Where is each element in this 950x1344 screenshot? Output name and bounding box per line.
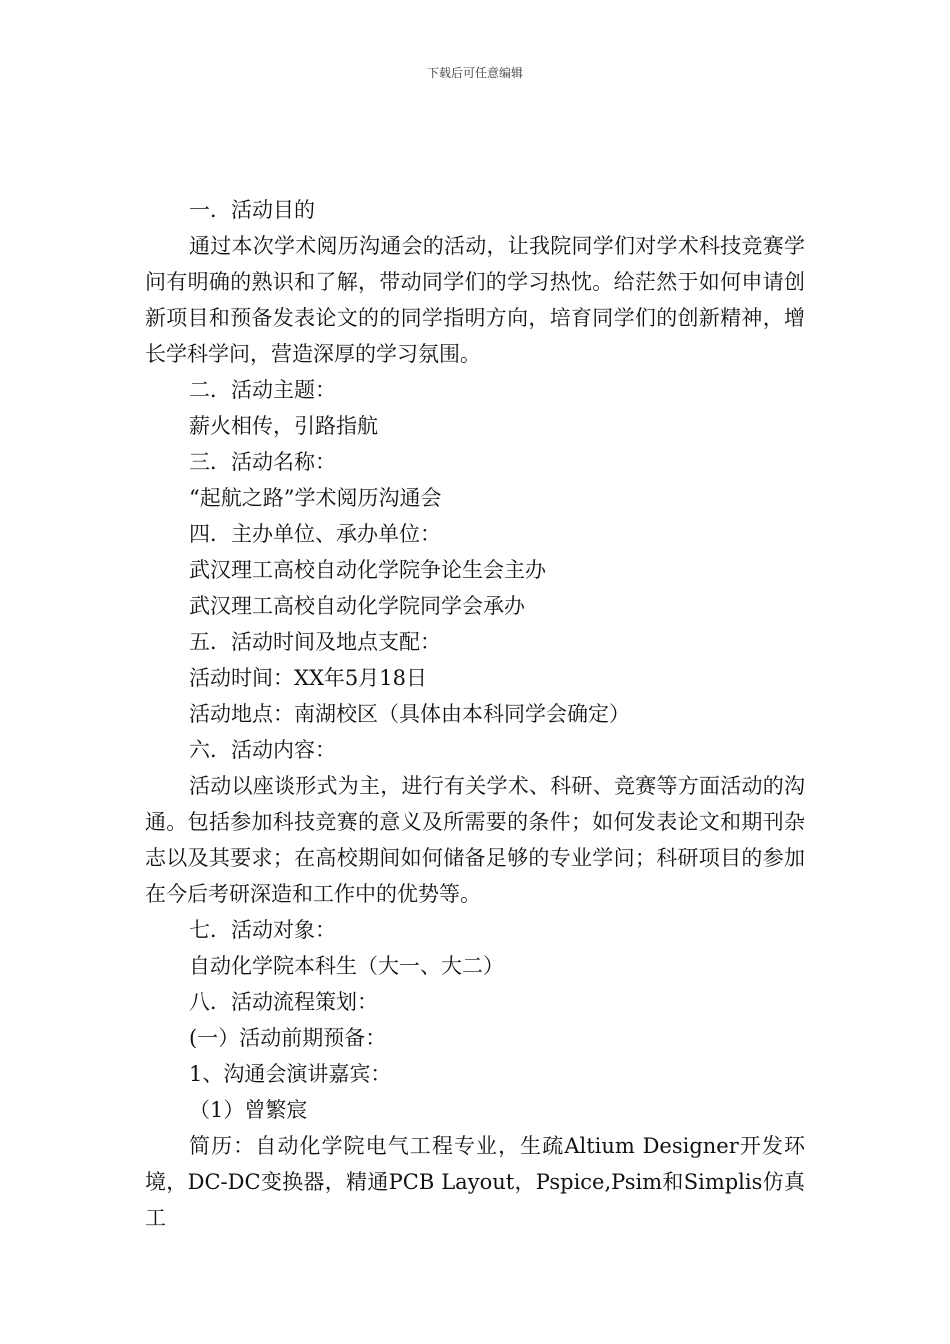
subheading-speakers: 1、沟通会演讲嘉宾： bbox=[189, 1062, 392, 1086]
paragraph-content: 活动以座谈形式为主，进行有关学术、科研、竞赛等方面活动的沟通。包括参加科技竞赛的意义及所需要的条件；如何发表论文和期刊杂志以及其要求；在高校期间如何储备足够的专业学问；科研项目的参加在今后考研深造和工作中的优势等。 bbox=[145, 774, 805, 906]
paragraph-time: 活动时间：XX年5月18日 bbox=[189, 666, 427, 690]
heading-purpose: 一．活动目的 bbox=[189, 198, 315, 222]
paragraph-name: “起航之路”学术阅历沟通会 bbox=[189, 486, 442, 510]
heading-process: 八．活动流程策划： bbox=[189, 990, 378, 1014]
paragraph-theme: 薪火相传，引路指航 bbox=[189, 414, 378, 438]
page-header: 下载后可任意编辑 bbox=[426, 66, 523, 80]
heading-name: 三．活动名称： bbox=[189, 450, 336, 474]
paragraph-organizer-undertaker: 武汉理工高校自动化学院同学会承办 bbox=[189, 594, 525, 618]
heading-time-place: 五．活动时间及地点支配： bbox=[189, 630, 441, 654]
paragraph-audience: 自动化学院本科生（大一、大二） bbox=[189, 954, 504, 978]
heading-audience: 七．活动对象： bbox=[189, 918, 336, 942]
speaker-bio: 简历：自动化学院电气工程专业，生疏Altium Designer开发环境，DC-DC变换器，精通PCB Layout，Pspice,Psim和Simplis仿真工 bbox=[145, 1134, 805, 1230]
heading-theme: 二．活动主题： bbox=[189, 378, 336, 402]
paragraph-organizer-host: 武汉理工高校自动化学院争论生会主办 bbox=[189, 558, 546, 582]
heading-organizers: 四．主办单位、承办单位： bbox=[189, 522, 441, 546]
speaker-name: （1）曾繁宸 bbox=[189, 1098, 308, 1122]
subheading-preparation: (一）活动前期预备： bbox=[189, 1026, 387, 1050]
heading-content: 六．活动内容： bbox=[189, 738, 336, 762]
document-body bbox=[145, 192, 805, 1236]
paragraph-purpose: 通过本次学术阅历沟通会的活动，让我院同学们对学术科技竞赛学问有明确的熟识和了解，带动同学们的学习热忱。给茫然于如何申请创新项目和预备发表论文的的同学指明方向，培育同学们的创新精神，增长学科学问，营造深厚的学习氛围。 bbox=[145, 234, 805, 366]
paragraph-place: 活动地点：南湖校区（具体由本科同学会确定） bbox=[189, 702, 630, 726]
